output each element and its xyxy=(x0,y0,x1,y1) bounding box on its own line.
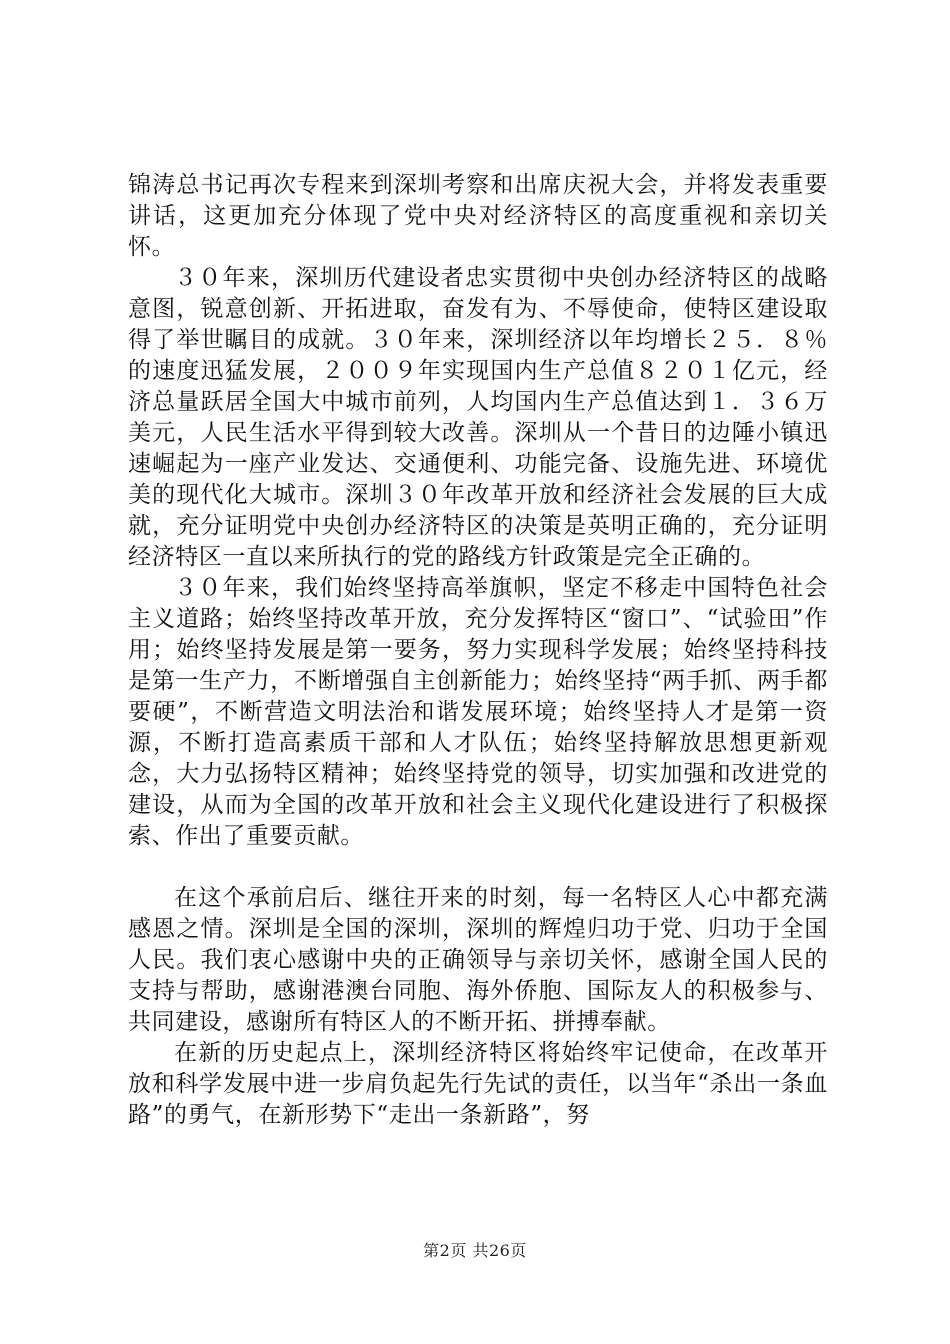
paragraph-principles: ３０年来，我们始终坚持高举旗帜，坚定不移走中国特色社会主义道路；始终坚持改革开放，充分发挥特区“窗口”、“试验田”作用；始终坚持发展是第一要务，努力实现科学发展；始终坚持科技是第一生产力，不断增强自主创新能力；始终坚持“两手抓、两手都要硬”，不断营造文明法治和谐发展环境；始终坚持人才是第一资源，不断打造高素质干部和人才队伍；始终坚持解放思想更新观念，大力弘扬特区精神；始终坚持党的领导，切实加强和改进党的建设，从而为全国的改革开放和社会主义现代化建设进行了积极探索、作出了重要贡献。 xyxy=(128,575,828,849)
paragraph-new-start: 在新的历史起点上，深圳经济特区将始终牢记使命，在改革开放和科学发展中进一步肩负起先行先试的责任，以当年“杀出一条血路”的勇气，在新形势下“走出一条新路”，努 xyxy=(128,1040,828,1128)
paragraph-continuation: 锦涛总书记再次专程来到深圳考察和出席庆祝大会，并将发表重要讲话，这更加充分体现了党中央对经济特区的高度重视和亲切关怀。 xyxy=(128,172,828,260)
document-body xyxy=(128,170,828,1131)
page-number-footer: 第2页 共26页 xyxy=(423,1241,527,1260)
paragraph-gratitude: 在这个承前启后、继往开来的时刻，每一名特区人心中都充满感恩之情。深圳是全国的深圳，深圳的辉煌归功于党、归功于全国人民。我们衷心感谢中央的正确领导与亲切关怀，感谢全国人民的支持与帮助，感谢港澳台同胞、海外侨胞、国际友人的积极参与、共同建设，感谢所有特区人的不断开拓、拼搏奉献。 xyxy=(128,885,828,1035)
paragraph-achievements: ３０年来，深圳历代建设者忠实贯彻中央创办经济特区的战略意图，锐意创新、开拓进取，奋发有为、不辱使命，使特区建设取得了举世瞩目的成就。３０年来，深圳经济以年均增长２５．８％的速度迅猛发展，２００９年实现国内生产总值８２０１亿元，经济总量跃居全国大中城市前列，人均国内生产总值达到１．３６万美元，人民生活水平得到较大改善。深圳从一个昔日的边陲小镇迅速崛起为一座产业发达、交通便利、功能完备、设施先进、环境优美的现代化大城市。深圳３０年改革开放和经济社会发展的巨大成就，充分证明党中央创办经济特区的决策是英明正确的，充分证明经济特区一直以来所执行的党的路线方针政策是完全正确的。 xyxy=(128,265,828,570)
